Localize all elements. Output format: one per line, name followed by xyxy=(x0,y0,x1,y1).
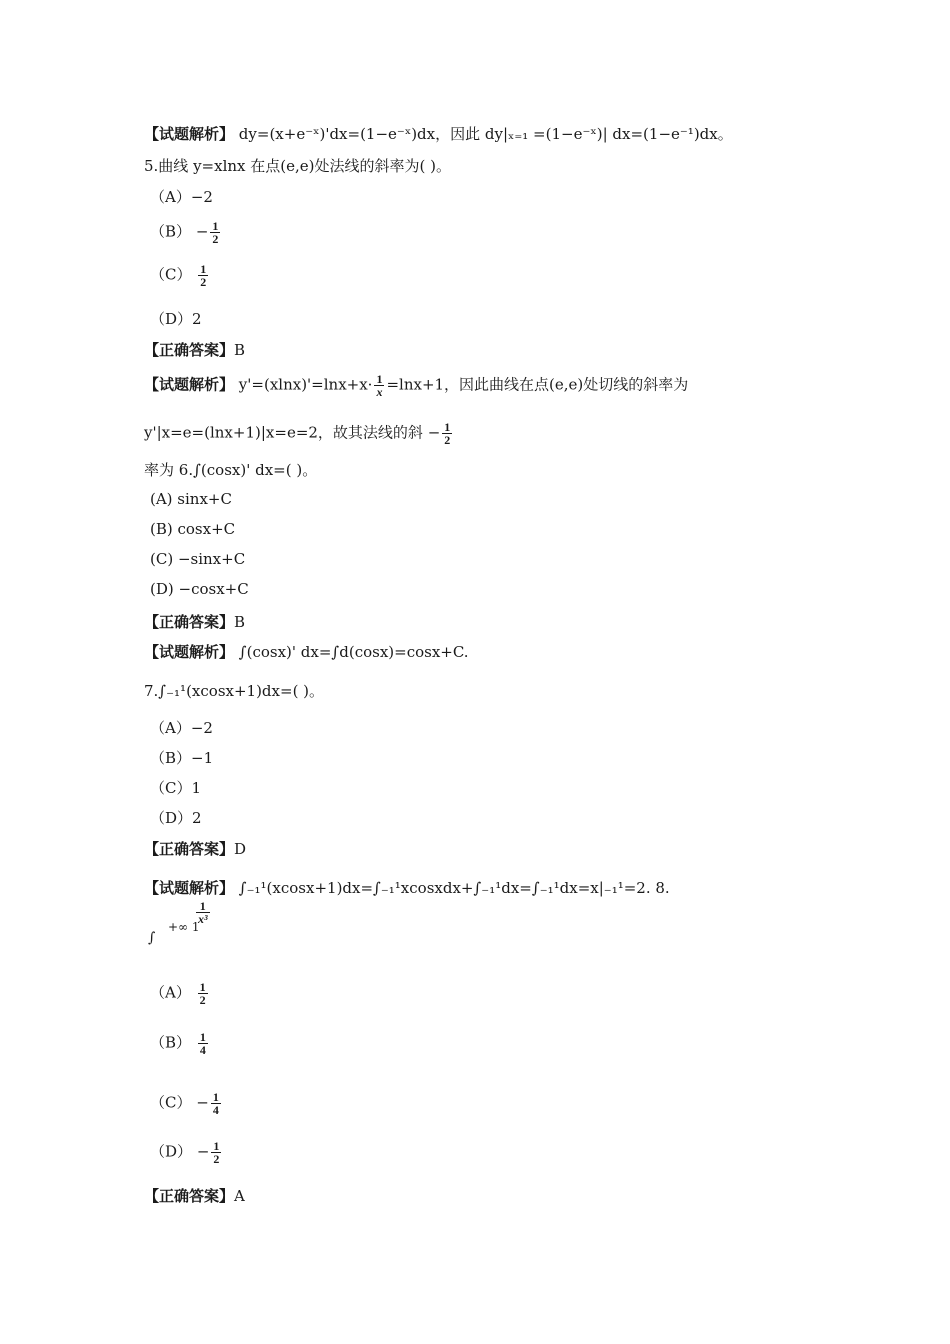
fraction: $\frac{1}{2}$ xyxy=(200,262,207,289)
q7-option-a: （A）−2 xyxy=(150,719,213,737)
q8-option-d: （D） − $\frac{1}{2}$ xyxy=(150,1139,220,1166)
answer-value: B xyxy=(234,613,246,631)
fraction: $\frac{1}{4}$ xyxy=(212,1090,219,1117)
q7-option-b: （B）−1 xyxy=(150,749,214,767)
q7-option-d: （D）2 xyxy=(150,809,202,827)
q5-option-b: （B） − $\frac{1}{2}$ xyxy=(150,219,219,246)
answer-value: D xyxy=(234,840,247,858)
analysis-label: 【试题解析】 xyxy=(144,125,235,143)
q5-option-d: （D）2 xyxy=(150,310,202,328)
answer-value: B xyxy=(234,341,246,359)
question-6-stem: 率为 6.∫(cosx)' dx=( )。 xyxy=(144,461,318,479)
q7-analysis: 【试题解析】 ∫₋₁¹(xcosx+1)dx=∫₋₁¹xcosxdx+∫₋₁¹dx=∫₋₁¹dx=x|₋₁¹=2. 8. xyxy=(144,879,670,897)
integral-limits: +∞ 1 xyxy=(168,920,200,934)
q6-option-b: (B) cosx+C xyxy=(150,520,236,538)
q6-option-a: (A) sinx+C xyxy=(150,490,232,508)
analysis-line-q4 xyxy=(144,123,733,144)
q5-option-a: （A）−2 xyxy=(150,188,213,206)
fraction: $\frac{1}{2}$ xyxy=(212,219,219,246)
fraction: $\frac{1}{2}$ xyxy=(199,980,206,1007)
q5-analysis-line-2: y'|x=e=(lnx+1)|x=e=2，故其法线的斜 − $\frac{1}{2}$ xyxy=(144,420,451,447)
q7-correct-answer: 【正确答案】D xyxy=(144,840,247,858)
q5-correct-answer: 【正确答案】B xyxy=(144,341,246,359)
fraction: $\frac{1}{\text{x³}}$ xyxy=(198,899,208,926)
q6-correct-answer: 【正确答案】B xyxy=(144,613,246,631)
q7-option-c: （C）1 xyxy=(150,779,202,797)
question-7-stem: 7.∫₋₁¹(xcosx+1)dx=( )。 xyxy=(144,682,325,700)
q5-analysis-line-1: 【试题解析】 y'=(xlnx)'=lnx+x· $\frac{1}{x}$ =lnx+1，因此曲线在点(e,e)处切线的斜率为 xyxy=(144,372,689,399)
q5-option-c: （C） $\frac{1}{2}$ xyxy=(150,262,207,289)
q8-option-b: （B） $\frac{1}{4}$ xyxy=(150,1030,206,1057)
fraction: $\frac{1}{4}$ xyxy=(199,1030,206,1057)
fraction: $\frac{1}{2}$ xyxy=(213,1139,220,1166)
q6-analysis: 【试题解析】 ∫(cosx)' dx=∫d(cosx)=cosx+C. xyxy=(144,643,469,661)
analysis-text: dy=(x+e⁻ˣ)'dx=(1−e⁻ˣ)dx，因此 dy|ₓ₌₁ =(1−e⁻ˣ)| dx=(1−e⁻¹)dx。 xyxy=(238,125,733,143)
q8-option-a: （A） $\frac{1}{2}$ xyxy=(150,980,206,1007)
q8-correct-answer: 【正确答案】A xyxy=(144,1187,245,1205)
fraction: $\frac{1}{2}$ xyxy=(444,420,451,447)
fraction: $\frac{1}{x}$ xyxy=(376,372,383,399)
integral-sign: ∫ xyxy=(148,930,156,946)
minus-sign: − xyxy=(195,222,209,241)
answer-value: A xyxy=(234,1187,245,1205)
q6-option-d: (D) −cosx+C xyxy=(150,580,249,598)
question-5-stem: 5.曲线 y=xlnx 在点(e,e)处法线的斜率为( )。 xyxy=(144,157,451,175)
q6-option-c: (C) −sinx+C xyxy=(150,550,246,568)
q8-option-c: （C） − $\frac{1}{4}$ xyxy=(150,1090,219,1117)
